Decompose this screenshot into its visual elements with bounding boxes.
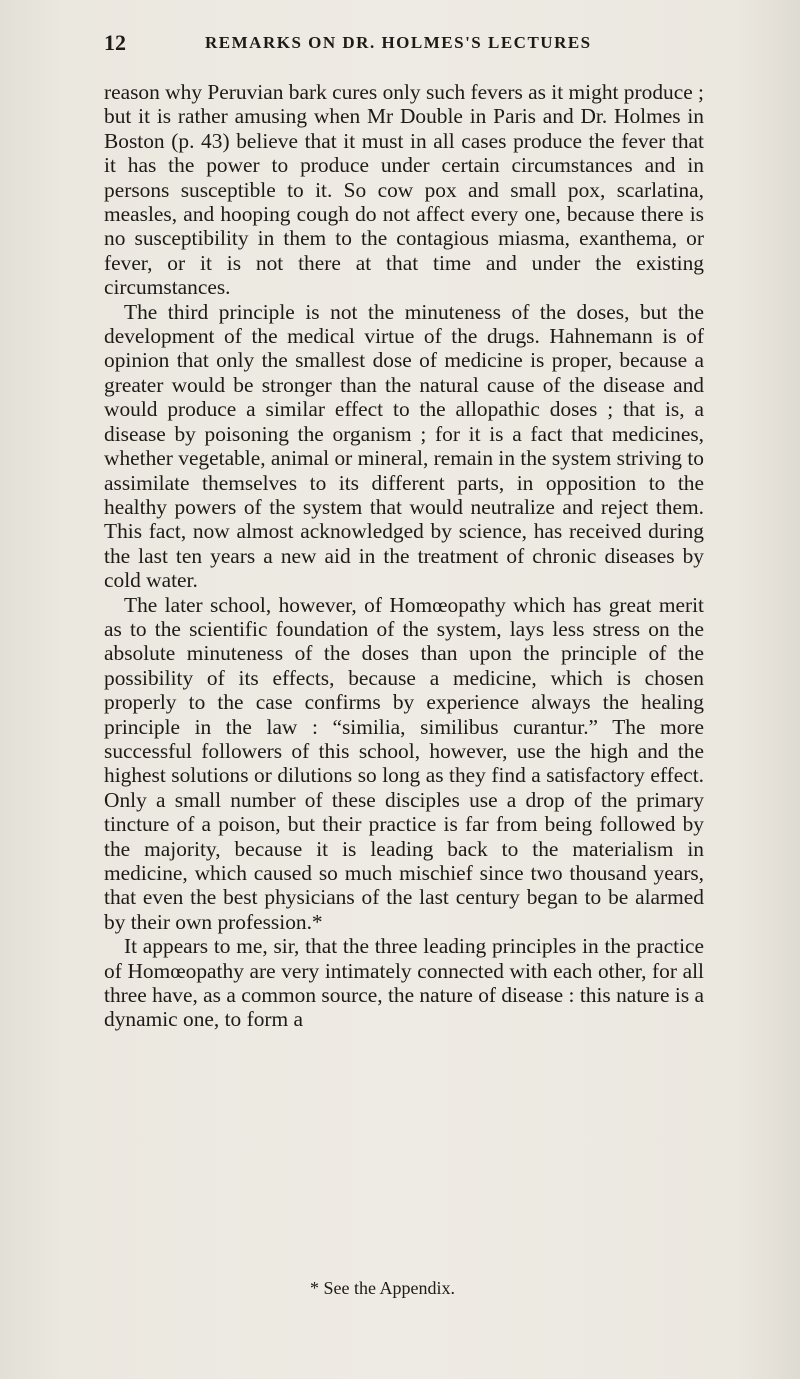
body-text <box>104 80 704 1032</box>
running-title: REMARKS ON DR. HOLMES'S LECTURES <box>205 33 592 52</box>
paragraph: reason why Peruvian bark cures only such fevers as it might produce ; but it is rather amusing when Mr Double in Paris and Dr. Holmes in Boston (p. 43) believe that it must in all cases produce the fever that it has the power to produce under certain circumstances and in persons susceptible to it. So cow pox and small pox, scarlatina, measles, and hooping cough do not affect every one, because there is no susceptibility in them to the contagious miasma, exanthema, or fever, or it is not there at that time and under the existing circumstances. <box>104 80 704 300</box>
paragraph: It appears to me, sir, that the three leading principles in the practice of Homœopathy are very intimately connected with each other, for all three have, as a common source, the nature of disease : this nature is a dynamic one, to form a <box>104 934 704 1032</box>
footnote: * See the Appendix. <box>310 1278 455 1298</box>
paragraph: The later school, however, of Homœopathy which has great merit as to the scientific foundation of the system, lays less stress on the absolute minuteness of the doses than upon the principle of the possibility of its effects, because a medicine, which is chosen properly to the case confirms by experience always the healing principle in the law : “similia, similibus curantur.” The more successful followers of this school, however, use the high and the highest solutions or dilutions so long as they find a satisfactory effect. Only a small number of these disciples use a drop of the primary tincture of a poison, but their practice is far from being followed by the majority, because it is leading back to the materialism in medicine, which caused so much mischief since two thousand years, that even the best physicians of the last century began to be alarmed by their own profession.* <box>104 592 704 934</box>
page-number: 12 <box>104 30 126 55</box>
paragraph: The third principle is not the minuteness of the doses, but the development of the medical virtue of the drugs. Hahnemann is of opinion that only the smallest dose of medicine is proper, because a greater would be stronger than the natural cause of the disease and would produce a similar effect to the allopathic doses ; that is, a disease by poisoning the organism ; for it is a fact that medicines, whether vegetable, animal or mineral, remain in the system striving to assimilate themselves to its different parts, in opposition to the healthy powers of the system that would neutralize and reject them. This fact, now almost acknowledged by science, has received during the last ten years a new aid in the treatment of chronic diseases by cold water. <box>104 299 704 593</box>
